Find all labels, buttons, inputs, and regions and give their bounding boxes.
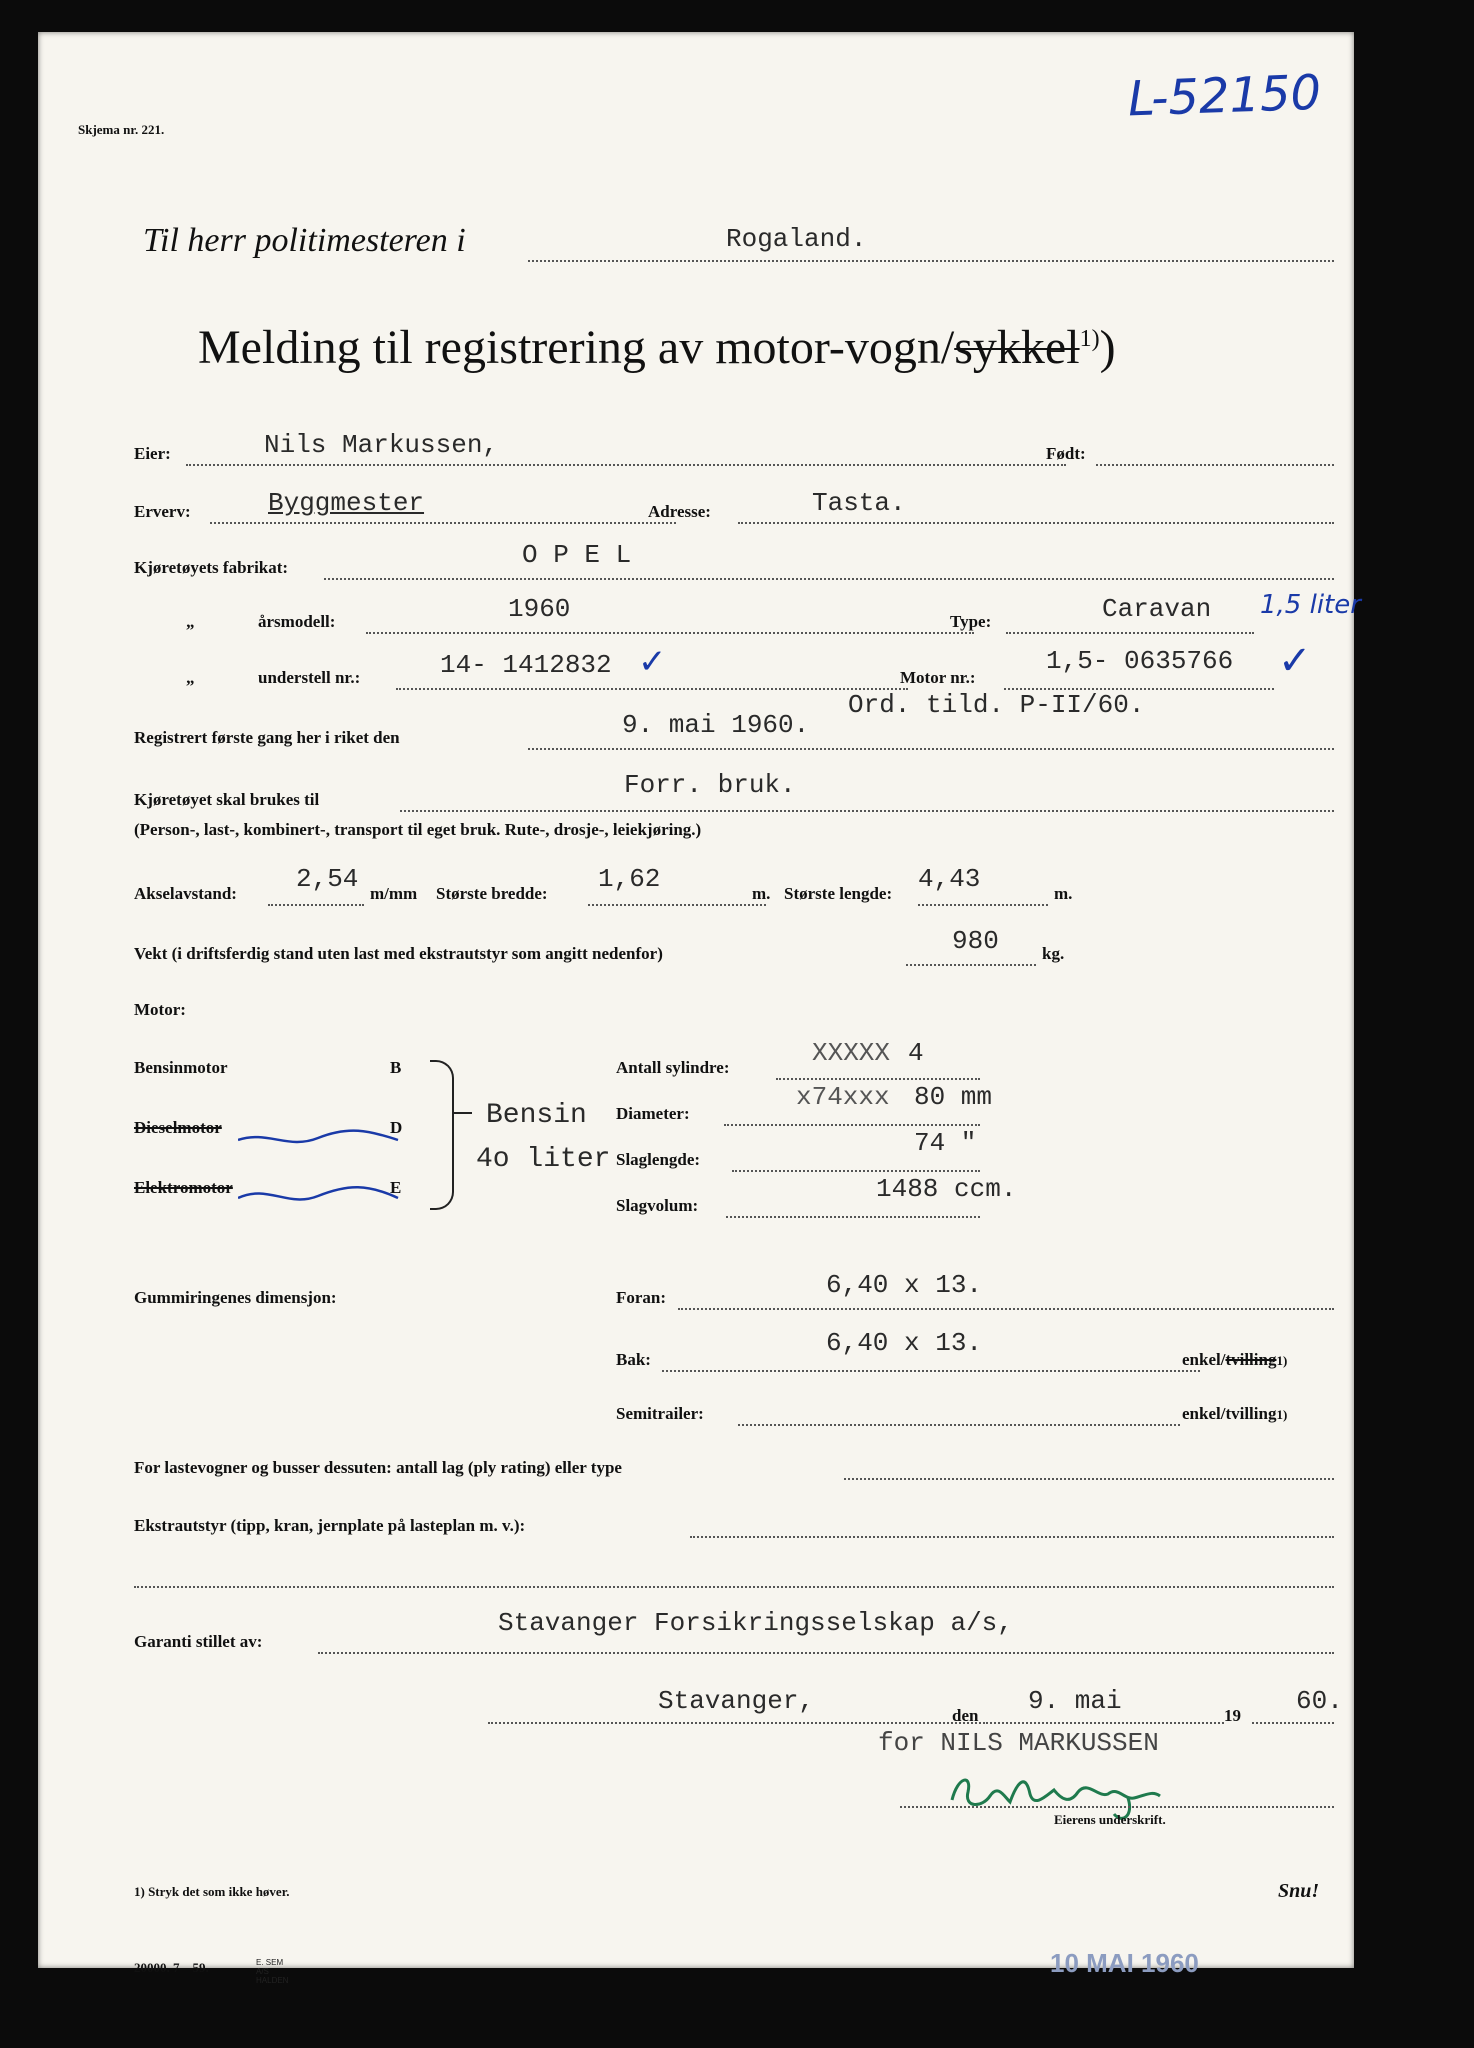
tyres-rear-label: Bak: xyxy=(616,1350,651,1369)
type-handwritten-note: 1,5 liter xyxy=(1260,590,1361,620)
received-date-stamp: 10 MAI 1960 xyxy=(1050,1948,1199,1978)
use-label: Kjøretøyet skal brukes til xyxy=(134,790,320,809)
model-year-value: 1960 xyxy=(508,594,571,624)
type-line xyxy=(1006,632,1254,634)
cylinders-struck-value: XXXXX xyxy=(812,1038,891,1068)
length-label: Største lengde: xyxy=(784,884,893,903)
born-label: Født: xyxy=(1046,444,1086,463)
semitrailer-line xyxy=(738,1424,1180,1426)
form-title: Melding til registrering av motor-vogn/sykkel$^{1)}$) xyxy=(198,321,1116,374)
model-year-line xyxy=(366,632,974,634)
tyres-rear-value: 6,40 x 13. xyxy=(826,1328,983,1358)
semitrailer-label: Semitrailer: xyxy=(616,1404,704,1423)
motor-number-value: 1,5- 0635766 xyxy=(1046,646,1234,676)
owner-label: Eier: xyxy=(134,444,171,463)
volume-line xyxy=(726,1216,980,1218)
trucks-label: For lastevogner og busser dessuten: antall lag (ply rating) eller type xyxy=(134,1458,622,1477)
diameter-struck-value: x74xxx xyxy=(796,1082,890,1112)
type-label: Type: xyxy=(950,612,992,631)
title-struck-word: sykkel xyxy=(954,321,1080,374)
recipient-line xyxy=(528,260,1334,262)
stroke-value: 74 " xyxy=(914,1128,977,1158)
weight-line xyxy=(906,964,1036,966)
guarantee-label: Garanti stillet av: xyxy=(134,1632,263,1651)
weight-label: Vekt (i driftsferdig stand uten last med ekstrautstyr som angitt nedenfor) xyxy=(134,944,663,963)
year-line xyxy=(1252,1722,1334,1724)
guarantee-line xyxy=(318,1652,1334,1654)
length-unit: m. xyxy=(1054,884,1073,903)
address-label: Adresse: xyxy=(648,502,711,521)
cylinders-value: 4 xyxy=(908,1038,924,1068)
date-den-label: den xyxy=(952,1706,979,1725)
form-number: Skjema nr. 221. xyxy=(78,122,165,137)
tyres-front-value: 6,40 x 13. xyxy=(826,1270,983,1300)
volume-label: Slagvolum: xyxy=(616,1196,699,1215)
length-value: 4,43 xyxy=(918,864,981,894)
axle-label: Akselavstand: xyxy=(134,884,237,903)
order-note: Ord. tild. P-II/60. xyxy=(848,690,1145,720)
width-unit: m. xyxy=(752,884,771,903)
diameter-value: 80 mm xyxy=(914,1082,993,1112)
chassis-check-icon: ✓ xyxy=(638,642,667,682)
use-line xyxy=(400,810,1334,812)
signature-line xyxy=(900,1806,1334,1808)
owner-value: Nils Markussen, xyxy=(264,430,499,460)
brace-tip xyxy=(452,1112,472,1114)
archive-reference: L-52150 xyxy=(1127,64,1322,128)
motor-type-electric: Elektromotor xyxy=(134,1178,233,1197)
trucks-line xyxy=(844,1478,1334,1480)
stroke-label: Slaglengde: xyxy=(616,1150,701,1169)
first-registered-line xyxy=(528,748,1334,750)
semitrailer-suffix: enkel/tvilling1) xyxy=(1182,1404,1288,1423)
signature-for-text: for NILS MARKUSSEN xyxy=(878,1728,1159,1758)
width-label: Største bredde: xyxy=(436,884,548,903)
motor-type-diesel: Dieselmotor xyxy=(134,1118,222,1137)
place-line xyxy=(488,1722,988,1724)
use-options: (Person-, last-, kombinert-, transport til eget bruk. Rute-, drosje-, leiekjøring.) xyxy=(134,820,702,839)
guarantee-value: Stavanger Forsikringsselskap a/s, xyxy=(498,1608,1013,1638)
fuel-note-1: Bensin xyxy=(486,1100,587,1131)
occupation-label: Erverv: xyxy=(134,502,191,521)
recipient-value: Rogaland. xyxy=(726,224,867,254)
first-registered-label: Registrert første gang her i riket den xyxy=(134,728,400,747)
footnote: 1) Stryk det som ikke høver. xyxy=(134,1884,290,1899)
extras-label: Ekstrautstyr (tipp, kran, jernplate på lasteplan m. v.): xyxy=(134,1516,526,1535)
use-value: Forr. bruk. xyxy=(624,770,796,800)
width-line xyxy=(588,904,766,906)
length-line xyxy=(918,904,1048,906)
weight-value: 980 xyxy=(952,926,999,956)
axle-value: 2,54 xyxy=(296,864,359,894)
printer-small: E. SEM A/S HALDEN xyxy=(256,1958,289,1985)
occupation-line xyxy=(210,522,676,524)
born-line xyxy=(1096,464,1334,466)
motor-type-petrol: Bensinmotor xyxy=(134,1058,228,1077)
place-value: Stavanger, xyxy=(658,1686,815,1716)
address-value: Tasta. xyxy=(812,488,906,518)
printer-mark: 20000. 7—59. xyxy=(134,1960,209,1975)
motor-type-brace xyxy=(430,1060,454,1210)
motor-type-electric-code: E xyxy=(390,1178,402,1197)
form-page xyxy=(38,32,1361,1985)
motor-number-label: Motor nr.: xyxy=(900,668,976,687)
type-value: Caravan xyxy=(1102,594,1212,624)
axle-line xyxy=(268,904,364,906)
fuel-note-2: 4o liter xyxy=(476,1144,611,1175)
weight-unit: kg. xyxy=(1042,944,1065,963)
year-prefix: 19 xyxy=(1224,1706,1241,1725)
diameter-label: Diameter: xyxy=(616,1104,690,1123)
ditto-mark: „ xyxy=(186,668,195,687)
make-line xyxy=(324,578,1334,580)
stroke-line xyxy=(732,1170,980,1172)
recipient-label: Til herr politimesteren i xyxy=(143,222,466,259)
motor-type-petrol-code: B xyxy=(390,1058,402,1077)
occupation-value: Byggmester xyxy=(268,488,425,518)
tyres-rear-suffix: enkel/tvilling1) xyxy=(1182,1350,1288,1369)
tyres-label: Gummiringenes dimensjon: xyxy=(134,1288,337,1307)
first-registered-value: 9. mai 1960. xyxy=(622,710,810,740)
extras-line xyxy=(690,1536,1334,1538)
extras-line-2 xyxy=(134,1586,1334,1588)
cylinders-line xyxy=(776,1078,980,1080)
year-value: 60. xyxy=(1296,1686,1343,1716)
motor-check-icon: ✓ xyxy=(1278,638,1312,684)
strike-squiggle-marks xyxy=(238,1118,418,1208)
axle-unit: m/mm xyxy=(370,884,418,903)
turn-over-note: Snu! xyxy=(1278,1880,1320,1902)
date-value: 9. mai xyxy=(1028,1686,1122,1716)
motor-type-diesel-code: D xyxy=(390,1118,403,1137)
tyres-rear-line xyxy=(662,1370,1200,1372)
chassis-value: 14- 1412832 xyxy=(440,650,612,680)
tyres-front-line xyxy=(678,1308,1334,1310)
volume-value: 1488 ccm. xyxy=(876,1174,1017,1204)
tyres-front-label: Foran: xyxy=(616,1288,667,1307)
make-value: O P E L xyxy=(522,540,632,570)
cylinders-label: Antall sylindre: xyxy=(616,1058,730,1077)
make-label: Kjøretøyets fabrikat: xyxy=(134,558,289,577)
owner-line xyxy=(186,464,1066,466)
model-year-label: årsmodell: xyxy=(258,612,336,631)
chassis-line xyxy=(396,688,908,690)
width-value: 1,62 xyxy=(598,864,661,894)
signature-label: Eierens underskrift. xyxy=(1054,1812,1166,1827)
address-line xyxy=(738,522,1334,524)
ditto-mark: „ xyxy=(186,612,195,631)
motor-heading: Motor: xyxy=(134,1000,186,1019)
diameter-line xyxy=(724,1124,980,1126)
chassis-label: understell nr.: xyxy=(258,668,361,687)
date-line xyxy=(990,1722,1224,1724)
